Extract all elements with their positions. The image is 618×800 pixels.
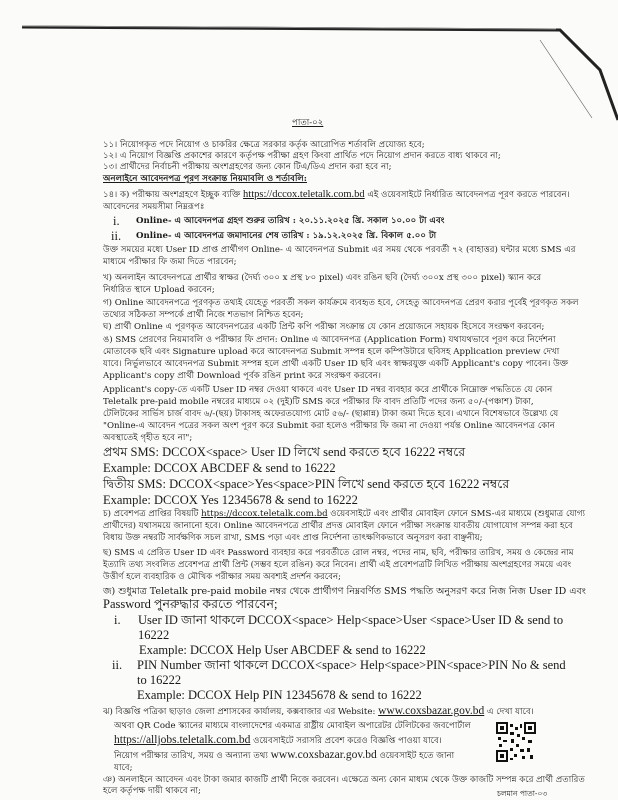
clause-jha <box>103 704 534 718</box>
qr-para-b <box>114 733 442 747</box>
para-fee-b: মাধ্যমে পরীক্ষার ফি জমা দিতে পারবেন; <box>103 257 237 267</box>
date-start: Online- এ আবেদনপত্র গ্রহণ শুরুর তারিখ : ২০.১১.২০২৫ খ্রি. সকাল ১০.০০ টা এবং <box>136 216 445 226</box>
recover-i-num: i. <box>114 613 121 627</box>
recover-pin-b: to 16222 <box>137 673 182 687</box>
teletalk-link[interactable]: https://dccox.teletalk.com.bd <box>243 189 365 200</box>
continued-next-page: চলমান পাতা-০৩ <box>497 789 548 798</box>
clause-ja-b: Password পুনরুদ্ধার করতে পারবেন; <box>103 597 278 611</box>
applicant-copy-d: "Online-এ আবেদন পত্রের সকল অংশ পূরণ করে Submit করা হলেও পরীক্ষার ফি জমা না দেওয়া পর্যন্ত Online আবেদনপত্র কোন <box>103 421 555 431</box>
recover-userid: User ID জানা থাকলে DCCOX<space> Help<space>User <space>User ID & send to <box>138 613 564 627</box>
qr-para-a: অথবা QR Code স্ক্যানের মাধ্যমে বাংলাদেশের একমাত্র রাষ্ট্রীয় মোবাইল অপারেটর টেলিটকের জবপোর্টাল <box>114 721 471 731</box>
recover-ii-num: ii. <box>112 658 123 672</box>
first-sms: প্রথম SMS: DCCOX<space> User ID লিখে send করতে হবে 16222 নম্বরে <box>103 445 466 459</box>
date-end: Online- এ আবেদনপত্র জমাদানের শেষ তারিখ : ১৯.১২.২০২৫ খ্রি. বিকাল ৫.০০ টা <box>136 231 437 241</box>
recover-userid-example: Example: DCCOX Help User ABCDEF & send to 16222 <box>139 643 426 657</box>
clause-kha-b: নির্ধারিত স্থানে Upload করবেন; <box>103 285 215 295</box>
clause-nga-b: মোতাবেক ছবি এবং Signature upload করে আবেদনপত্র Submit সম্পন্ন হলে কম্পিউটারে ছবিসহ Application preview দেখা <box>103 347 560 357</box>
teletalk-link[interactable]: https://dccox.teletalk.com.bd <box>201 509 328 519</box>
qr-code[interactable] <box>496 722 536 762</box>
qr-para-d: যাবে; <box>114 763 133 773</box>
clause-nga-c: যাবে। নির্ভুলভাবে আবেদনপত্র Submit সম্পন্ন হলে প্রার্থী একটি User ID ছবি এবং স্বাক্ষরযুক্ত একটি Applicant's copy পাবেন। উক্ত <box>103 359 569 369</box>
applicant-copy-b: Teletalk pre-paid mobile নম্বরের মাধ্যমে ০২ (দুই)টি SMS করে পরীক্ষার ফি বাবদ প্রতিটি পদের জন্য ৫০/-(পঞ্চাশ) টাকা, <box>103 397 534 407</box>
para-fee-a: উক্ত সময়ের মধ্যে User ID প্রাপ্ত প্রার্থীগণ Online- এ আবেদনপত্র Submit এর সময় থেকে পরবর্তী ৭২ (বাহাত্তর) ঘন্টার মধ্যে SMS এর <box>103 245 576 255</box>
clause-cha-b: প্রার্থীদের) যথাসময়ে জানানো হবে। Online আবেদনপত্রে প্রার্থীর প্রদত্ত মোবাইল ফোনে পরীক্ষা সংক্রান্ত যাবতীয় যোগাযোগ সম্পন্ন করা হবে <box>103 521 573 531</box>
clause-gha: ঘ) প্রার্থী Online এ পূরণকৃত আবেদনপত্রের একটি প্রিন্ট কপি পরীক্ষা সংক্রান্ত যে কোন প্রয়োজনে সহায়ক হিসেবে সংরক্ষণ করবেন; <box>103 322 545 332</box>
clause-kha-a: খ) অনলাইন আবেদনপত্রে প্রার্থীর স্বাক্ষর (দৈর্ঘ্য ৩০০ x প্রস্থ ৮০ pixel) এবং রঙিন ছবি (দৈর্ঘ্য ৩০০x প্রস্থ ৩০০ pixel) স্ক্যান করে <box>103 273 542 283</box>
page-number-header: পাতা-০২ <box>292 118 324 128</box>
text: ১৪। ক) পরীক্ষায় অংশগ্রহণে ইচ্ছুক ব্যক্তি <box>103 190 244 200</box>
clause-cha-c: বিধায় উক্ত নম্বরটি সার্বক্ষণিক সচল রাখা, SMS পড়া এবং প্রাপ্ত নির্দেশনা তাৎক্ষণিকভাবে অনুসরণ করা বাঞ্ছনীয়; <box>103 533 483 543</box>
clause-cha-a <box>103 509 585 520</box>
clause-nya-b: হলে কর্তৃপক্ষ দায়ী থাকবে না; <box>103 786 201 796</box>
alljobs-link[interactable]: https://alljobs.teletalk.com.bd <box>114 734 251 746</box>
clause-nga-d: Applicant's copy প্রার্থী Download পূর্বক রঙিন print করে সংরক্ষণ করবেন। <box>103 371 381 381</box>
clause-13: ১৩। প্রার্থীদের নির্বাচনী পরীক্ষায় অংশগ্রহণের জন্য কোন টিএ/ডিএ প্রদান করা হবে না; <box>103 162 392 172</box>
text: এই ওয়েবসাইটে নির্ধারিত আবেদনপত্র পূরণ করতে পারবেন। <box>364 190 570 200</box>
text: ওয়েবসাইটে এবং প্রার্থীর মোবাইল ফোনে SMS-এর মাধ্যমে (শুধুমাত্র যোগ্য <box>327 509 586 519</box>
applicant-copy-e: অবস্থাতেই গৃহীত হবে না"; <box>103 433 193 443</box>
clause-14-ka <box>103 189 570 201</box>
text: ঝ) বিজ্ঞপ্তি পত্রিকা ছাড়াও জেলা প্রশাসকের কার্যালয়, কক্সবাজার এর Website: <box>103 707 379 717</box>
text: এ দেখা যাবে। <box>484 707 534 717</box>
online-rules-heading: অনলাইনে আবেদনপত্র পূরণ সংক্রান্ত নিয়মাবলি ও শর্তাবলি: <box>103 174 307 184</box>
text: নিয়োগ পরীক্ষার তারিখ, সময় ও অন্যান্য তথ্য <box>114 751 271 761</box>
text: চ) প্রবেশপত্র প্রাপ্তির বিষয়টি <box>103 509 202 519</box>
coxsbazar-link[interactable]: www.coxsbazar.gov.bd <box>270 749 377 761</box>
second-sms: দ্বিতীয় SMS: DCCOX<space>Yes<space>PIN লিখে send করতে হবে 16222 নম্বরে <box>103 477 510 491</box>
first-sms-example: Example: DCCOX ABCDEF & send to 16222 <box>103 461 336 475</box>
deadline-intro: আবেদনের সময়সীমা নিম্নরূপঃ <box>103 202 205 212</box>
date-ii-num: ii. <box>111 229 122 243</box>
clause-nya-a: ঞ) অনলাইনে আবেদন এবং টাকা জমার কাজটি প্রার্থী নিজে করবেন। এক্ষেত্রে অন্য কোন মাধ্যম থেকে উক্ত কাজটি সম্পন্ন করে প্রার্থী প্রতারিত <box>103 775 585 785</box>
recover-pin: PIN Number জানা থাকলে DCCOX<space> Help<space>PIN<space>PIN No & send <box>137 658 566 672</box>
second-sms-example: Example: DCCOX Yes 12345678 & send to 16222 <box>103 493 358 507</box>
text: ওয়েবসাইটে সরাসরি প্রবেশ করেও বিজ্ঞপ্তি পাওয়া যাবে। <box>250 736 442 746</box>
coxsbazar-link[interactable]: www.coxsbazar.gov.bd <box>378 705 485 717</box>
text: ওয়েবসাইট হতে জানা <box>376 751 455 761</box>
clause-ja-a: জ) শুধুমাত্র Teletalk pre-paid mobile নম্বর থেকে প্রার্থীগণ নিম্নবর্ণিত SMS পদ্ধতি অনুসরণ করে নিজ নিজ User ID এবং <box>103 586 586 597</box>
applicant-copy-a: Applicant's copy-তে একটি User ID নম্বর দেওয়া থাকবে এবং User ID নম্বর ব্যবহার করে প্রার্থীকে নিম্নোক্ত পদ্ধতিতে যে কোন <box>103 385 553 395</box>
recover-userid-b: 16222 <box>138 628 170 642</box>
applicant-copy-c: টেলিটকের সার্ভিস চার্জ বাবদ ৬/-(ছয়) টাকাসহ অফেরতযোগ্য মোট ৫৬/- (ছাপ্পান্ন) টাকা জমা দিতে হবে। এখানে বিশেষভাবে উল্লেখ্য যে <box>103 409 559 419</box>
clause-chha-b: ইত্যাদি তথ্য সংবলিত প্রবেশপত্র প্রার্থী প্রিন্ট (সম্ভব হলে রঙিন) করে নিবেন। প্রার্থী এই প্রবেশপত্রটি লিখিত পরীক্ষায় অংশগ্রহণের সময়ে এবং <box>103 560 572 570</box>
date-i-num: i. <box>113 214 120 228</box>
recover-pin-example: Example: DCCOX Help PIN 12345678 & send to 16222 <box>137 688 422 702</box>
clause-ga-a: গ) Online আবেদনপত্রে পূরণকৃত তথ্যই যেহেতু পরবর্তী সকল কার্যক্রমে ব্যবহৃত হবে, সেহেতু আবেদনপত্র প্রেরণ করার পূর্বেই পূরণকৃত সকল <box>103 298 579 308</box>
qr-para-c <box>114 748 454 762</box>
clause-11: ১১। নিয়োগকৃত পদে নিয়োগ ও চাকরির ক্ষেত্রে সরকার কর্তৃক আরোপিত শর্তাবলি প্রযোজ্য হবে; <box>103 140 425 150</box>
clause-12: ১২। এ নিয়োগ বিজ্ঞপ্তি প্রকাশের কারণে কর্তৃপক্ষ পরীক্ষা গ্রহণ কিংবা প্রার্থিত পদে নিয়োগ প্রদান করতে বাধ্য থাকবে না; <box>103 151 501 161</box>
clause-ga-b: তথ্যের সঠিকতা সম্পর্কে প্রার্থী নিজে শতভাগ নিশ্চিত হবেন; <box>103 310 304 320</box>
clause-chha-a: ছ) SMS এ প্রেরিত User ID এবং Password ব্যবহার করে পরবর্তীতে রোল নম্বর, পদের নাম, ছবি, পরীক্ষার তারিখ, সময় ও কেন্দ্রের নাম <box>103 548 574 558</box>
clause-nga-a: ঙ) SMS প্রেরণের নিয়মাবলি ও পরীক্ষার ফি প্রদান: Online এ আবেদনপত্র (Application Form) যথাযথভাবে পূরণ করে নির্দেশনা <box>103 335 556 345</box>
clause-chha-c: উত্তীর্ণ হলে ব্যবহারিক ও মৌখিক পরীক্ষার সময় অবশ্যই প্রদর্শন করবেন; <box>103 572 341 582</box>
